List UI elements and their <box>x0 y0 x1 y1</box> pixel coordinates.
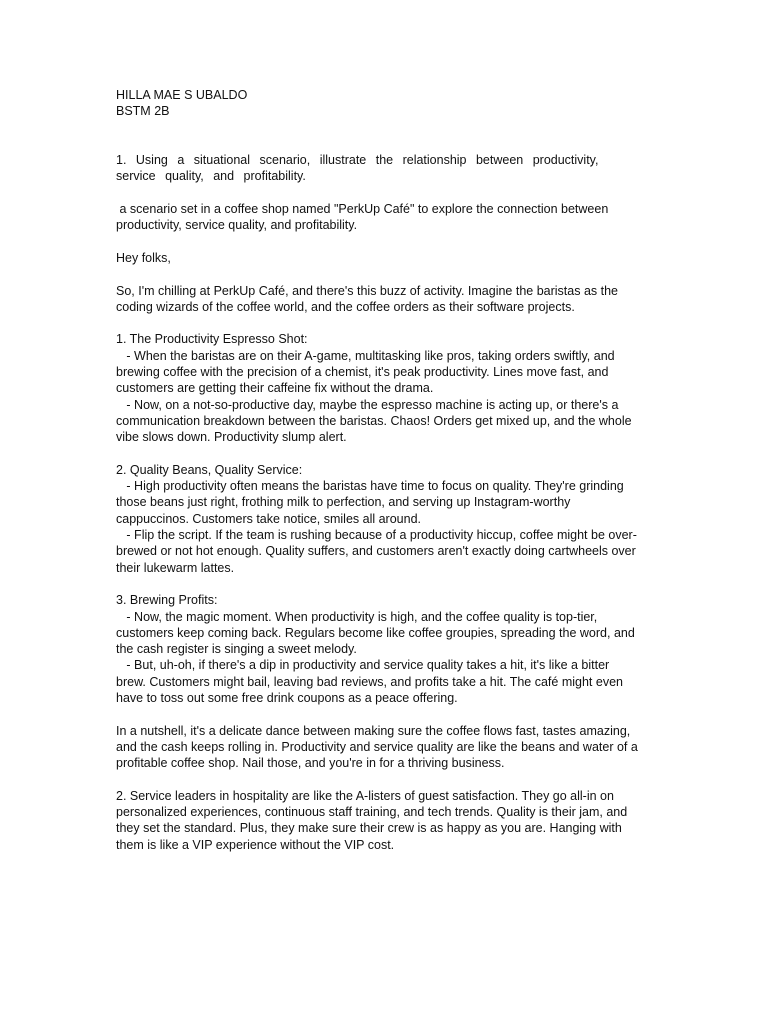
spacer <box>116 315 656 331</box>
question1-intro-line2: productivity, service quality, and profitability. <box>116 218 358 233</box>
conclusion-line: profitable coffee shop. Nail those, and you're in for a thriving business. <box>116 756 505 771</box>
section3-line: - Now, the magic moment. When productivity is high, and the coffee quality is top-tier, <box>116 609 598 624</box>
section2-title: 2. Quality Beans, Quality Service: <box>116 462 303 477</box>
section1-line: communication breakdown between the baristas. Chaos! Orders get mixed up, and the whole <box>116 413 632 428</box>
section2-line: - High productivity often means the baristas have time to focus on quality. They're grinding <box>116 479 624 494</box>
spacer <box>116 576 656 592</box>
question1-prompt-line1: 1. Using a situational scenario, illustrate the relationship between productivity, <box>116 153 599 168</box>
spacer <box>116 185 656 201</box>
section1-line: brewing coffee with the precision of a chemist, it's peak productivity. Lines move fast, and <box>116 365 609 380</box>
spacer <box>116 446 656 462</box>
section3-line: - But, uh-oh, if there's a dip in productivity and service quality takes a hit, it's like a bitter <box>116 658 610 673</box>
section3-line: brew. Customers might bail, leaving bad reviews, and profits take a hit. The café might even <box>116 674 623 689</box>
section3-title: 3. Brewing Profits: <box>116 593 218 608</box>
section2-line: those beans just right, frothing milk to perfection, and serving up Instagram-worthy <box>116 495 571 510</box>
section1-line: - Now, on a not-so-productive day, maybe the espresso machine is acting up, or there's a <box>116 397 619 412</box>
conclusion-line: and the cash keeps rolling in. Productivity and service quality are like the beans and water of a <box>116 739 638 754</box>
conclusion-line: In a nutshell, it's a delicate dance between making sure the coffee flows fast, tastes amazing, <box>116 723 631 738</box>
student-name: HILLA MAE S UBALDO <box>116 88 248 102</box>
section3-line: the cash register is singing a sweet melody. <box>116 642 357 657</box>
question1-prompt-line2: service quality, and profitability. <box>116 169 306 184</box>
spacer <box>116 120 656 136</box>
spacer <box>116 234 656 250</box>
section2-line: cappuccinos. Customers take notice, smiles all around. <box>116 511 422 526</box>
spacer <box>116 136 656 152</box>
question2-line: personalized experiences, continuous staff training, and tech trends. Quality is their jam, and <box>116 805 628 820</box>
section3-line: have to toss out some free drink coupons as a peace offering. <box>116 690 458 705</box>
greeting: Hey folks, <box>116 250 171 265</box>
question2-line: them is like a VIP experience without the VIP cost. <box>116 837 395 852</box>
opening-line1: So, I'm chilling at PerkUp Café, and there's this buzz of activity. Imagine the baristas as the <box>116 283 619 298</box>
question2-line: 2. Service leaders in hospitality are like the A-listers of guest satisfaction. They go all-in on <box>116 788 614 803</box>
document-body <box>116 87 656 853</box>
section1-line: - When the baristas are on their A-game, multitasking like pros, taking orders swiftly, and <box>116 348 615 363</box>
spacer <box>116 266 656 282</box>
section2-line: brewed or not hot enough. Quality suffers, and customers aren't exactly doing cartwheels over <box>116 544 636 559</box>
student-section: BSTM 2B <box>116 104 170 119</box>
section2-line: their lukewarm lattes. <box>116 560 235 575</box>
opening-line2: coding wizards of the coffee world, and the coffee orders as their software projects. <box>116 299 575 314</box>
section1-line: vibe slows down. Productivity slump alert. <box>116 430 347 445</box>
section1-title: 1. The Productivity Espresso Shot: <box>116 332 308 347</box>
section1-line: customers are getting their caffeine fix without the drama. <box>116 381 434 396</box>
section3-line: customers keep coming back. Regulars become like coffee groupies, spreading the word, and <box>116 625 635 640</box>
question1-intro-line1: a scenario set in a coffee shop named "PerkUp Café" to explore the connection between <box>116 202 609 217</box>
spacer <box>116 771 656 787</box>
spacer <box>116 706 656 722</box>
question2-line: they set the standard. Plus, they make sure their crew is as happy as you are. Hanging with <box>116 821 622 836</box>
section2-line: - Flip the script. If the team is rushing because of a productivity hiccup, coffee might be over- <box>116 528 637 543</box>
